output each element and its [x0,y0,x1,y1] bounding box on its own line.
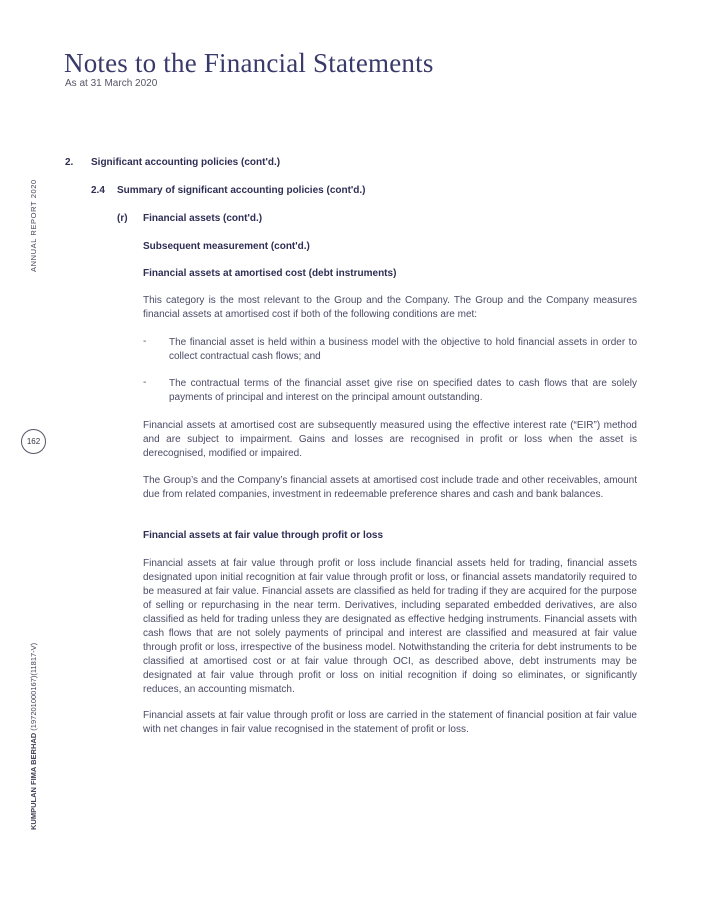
section-title: Significant accounting policies (cont'd.) [91,157,281,168]
fvtpl-paragraph-1: Financial assets at fair value through profit or loss include financial assets held for trading, financial assets designated upon initial recognition at fair value through profit or loss, or financial assets mandatorily required to be measured at fair value. Financial assets are classified as held for trading if they are acquired for the purpose of selling or repurchasing in the near term. Derivatives, including separated embedded derivatives, are also classified as held for trading unless they are designated as effective hedging instruments. Financial assets with cash flows that are not solely payments of principal and interest are classified and measured at fair value through profit or loss, irrespective of the business model. Notwithstanding the criteria for debt instruments to be classified at amortised cost or at fair value through OCI, as described above, debt instruments may be designated at fair value through profit or loss on initial recognition if doing so eliminates, or significantly reduces, an accounting mismatch. [143,558,637,695]
page-subtitle: As at 31 March 2020 [65,78,158,89]
company-footer [29,643,38,830]
section-number: 2. [65,157,74,168]
bullet-dash: - [143,336,147,347]
subsection-title: Summary of significant accounting policies (cont'd.) [117,185,366,196]
page-title: Notes to the Financial Statements [64,48,434,78]
fvtpl-paragraph-2: Financial assets at fair value through profit or loss are carried in the statement of financial position at fair value with net changes in fair value recognised in the statement of profit or loss. [143,710,637,735]
amortised-intro-paragraph: This category is the most relevant to the Group and the Company. The Group and the Company measures financial assets at amortised cost if both of the following conditions are met: [143,295,637,320]
bullet-dash: - [143,377,147,388]
page-number: 162 [26,437,41,446]
amortised-measure-paragraph: Financial assets at amortised cost are subsequently measured using the effective interest rate (“EIR”) method and are subject to impairment. Gains and losses are recognised in profit or loss when the asset is derecognised, modified or impaired. [143,420,637,459]
bullet-item: The financial asset is held within a business model with the objective to hold financial assets in order to collect contractual cash flows; and [169,337,637,362]
bullet-item: The contractual terms of the financial asset give rise on specified dates to cash flows that are solely payments of principal and interest on the principal amount outstanding. [169,378,637,403]
annual-report-label: ANNUAL REPORT 2020 [29,179,38,272]
item-number: (r) [117,213,128,224]
page-number-badge [21,429,46,454]
subsection-number: 2.4 [91,185,105,196]
fvtpl-heading: Financial assets at fair value through profit or loss [143,530,384,541]
company-name: KUMPULAN FIMA BERHAD [29,732,38,830]
company-registration: (197201000167)(11817-V) [29,642,38,731]
amortised-include-paragraph: The Group’s and the Company’s financial assets at amortised cost include trade and other receivables, amount due from related companies, investment in redeemable preference shares and cash and bank balances. [143,475,637,500]
subsequent-measurement-heading: Subsequent measurement (cont'd.) [143,241,310,252]
item-title: Financial assets (cont'd.) [143,213,263,224]
amortised-cost-heading: Financial assets at amortised cost (debt instruments) [143,268,397,279]
